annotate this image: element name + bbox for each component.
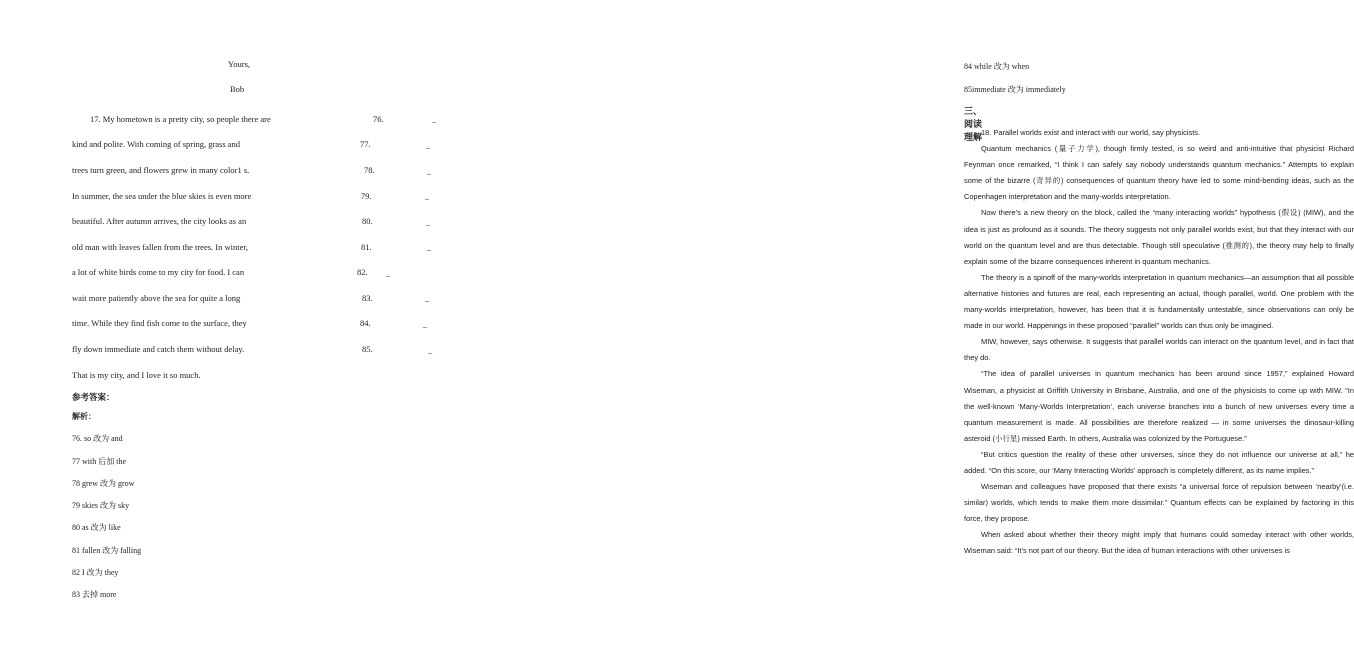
essay-line: That is my city, and I love it so much. bbox=[72, 370, 201, 380]
answer-item: 85immediate 改为 immediately bbox=[964, 85, 1066, 94]
blank-mark: _ bbox=[427, 243, 431, 252]
essay-line: beautiful. After autumn arrives, the city looks as an bbox=[72, 216, 247, 226]
answer-item: 83 去掉 more bbox=[72, 590, 117, 599]
blank-mark: _ bbox=[386, 269, 390, 278]
essay-line: old man with leaves fallen from the trees. In winter, bbox=[72, 242, 248, 252]
passage-paragraph: Quantum mechanics (量子力学), though firmly tested, is so weird and anti-intuitive that physicist Richard Feynman once remarked, “I think I can safely say nobody understands quantum mechanics.” Attempts to explain some of the bizarre (奇异的) consequences of quantum theory have led to some mind-bending ideas, such as the Copenhagen interpretation and the many-worlds interpretation. bbox=[964, 144, 1354, 202]
essay-line: fly down immediate and catch them without delay. bbox=[72, 344, 245, 354]
right-column bbox=[475, 0, 1354, 672]
left-column bbox=[0, 0, 475, 672]
blank-mark: _ bbox=[425, 294, 429, 303]
blank-mark: _ bbox=[432, 115, 436, 124]
passage-paragraph: “But critics question the reality of these other universes, since they do not influence our universe at all,” he added. “On this score, our ‘Many Interacting Worlds’ approach is completely different, as its name implies.” bbox=[964, 449, 1354, 475]
line-number: 80. bbox=[362, 216, 373, 226]
essay-line: kind and polite. With coming of spring, grass and bbox=[72, 139, 241, 149]
blank-mark: _ bbox=[428, 346, 432, 355]
line-number: 76. bbox=[373, 114, 384, 124]
blank-mark: _ bbox=[425, 192, 429, 201]
essay-line: In summer, the sea under the blue skies is even more bbox=[72, 191, 252, 201]
letter-signature: Bob bbox=[230, 84, 245, 94]
answer-item: 77 with 后加 the bbox=[72, 457, 126, 466]
line-number: 81. bbox=[361, 242, 372, 252]
blank-mark: _ bbox=[427, 167, 431, 176]
line-number: 77. bbox=[360, 139, 371, 149]
passage-paragraph: The theory is a spinoff of the many-worlds interpretation in quantum mechanics—an assumption that all possible alternative histories and futures are real, each representing an actual, though parallel, world. One problem with the many-worlds interpretation, however, has been that it is fundamentally untestable, since observations can only be made in our world. Happenings in these proposed “parallel” worlds can thus only be imagined. bbox=[964, 272, 1354, 331]
essay-line: a lot of white birds come to my city for food. I can bbox=[72, 267, 245, 277]
essay-line: trees turn green, and flowers grew in many color1 s. bbox=[72, 165, 250, 175]
answers-heading: 参考答案： bbox=[72, 392, 115, 402]
answer-item: 84 while 改为 when bbox=[964, 62, 1030, 71]
passage-paragraph: 18. Parallel worlds exist and interact with our world, say physicists. bbox=[981, 128, 1201, 137]
answer-item: 81 fallen 改为 falling bbox=[72, 546, 142, 555]
line-number: 79. bbox=[361, 191, 372, 201]
line-number: 82. bbox=[357, 267, 368, 277]
passage-paragraph: When asked about whether their theory might imply that humans could someday interact with other worlds, Wiseman said: “It’s not part of our theory. But the idea of human interactions with other universes is bbox=[964, 530, 1354, 556]
section-title: 三、 阅读理解 bbox=[964, 106, 983, 142]
answer-item: 79 skies 改为 sky bbox=[72, 501, 130, 510]
line-number: 85. bbox=[362, 344, 373, 354]
passage-paragraph: Now there’s a new theory on the block, called the “many interacting worlds” hypothesis (假设) (MIW), and the idea is just as profound as it sounds. The theory suggests not only parallel worlds exist, but that they interact with our world on the quantum level and are thus detectable. Though still speculative (推测的), the theory may help to finally explain some of the bizarre consequences inherent in quantum mechanics. bbox=[964, 208, 1354, 266]
blank-mark: _ bbox=[426, 141, 430, 150]
letter-closing: Yours, bbox=[228, 59, 251, 69]
essay-line: wait more patiently above the sea for quite a long bbox=[72, 293, 241, 303]
blank-mark: _ bbox=[423, 320, 427, 329]
passage-paragraph: MIW, however, says otherwise. It suggests that parallel worlds can interact on the quantum level, and in fact that they do. bbox=[964, 337, 1354, 363]
essay-line: 17. My hometown is a pretty city, so people there are bbox=[90, 114, 271, 124]
answer-item: 82 I 改为 they bbox=[72, 568, 119, 577]
line-number: 83. bbox=[362, 293, 373, 303]
essay-line: time. While they find fish come to the surface, they bbox=[72, 318, 247, 328]
line-number: 78. bbox=[364, 165, 375, 175]
line-number: 84. bbox=[360, 318, 371, 328]
blank-mark: _ bbox=[426, 218, 430, 227]
passage-paragraph: Wiseman and colleagues have proposed that there exists “a universal force of repulsion between ‘nearby’(i.e. similar) worlds, which tends to make them more dissimilar.” Quantum effects can be explained by factoring in this force, they propose. bbox=[964, 482, 1354, 524]
analysis-heading: 解析： bbox=[72, 412, 96, 421]
answer-item: 80 as 改为 like bbox=[72, 523, 121, 532]
passage-paragraph: “The idea of parallel universes in quantum mechanics has been around since 1957,” explained Howard Wiseman, a physicist at Griffith University in Brisbane, Australia, and one of the physicists to come up with MIW. “In the well-known ‘Many-Worlds Interpretation’, each universe branches into a bunch of new universes every time a quantum measurement is made. All possibilities are therefore realized — in some universes the dinosaur-killing asteroid (小行星) missed Earth. In others, Australia was colonized by the Portuguese.” bbox=[964, 369, 1354, 443]
answer-item: 78 grew 改为 grow bbox=[72, 479, 135, 488]
answer-item: 76. so 改为 and bbox=[72, 434, 123, 443]
reading-passage bbox=[964, 125, 1354, 560]
